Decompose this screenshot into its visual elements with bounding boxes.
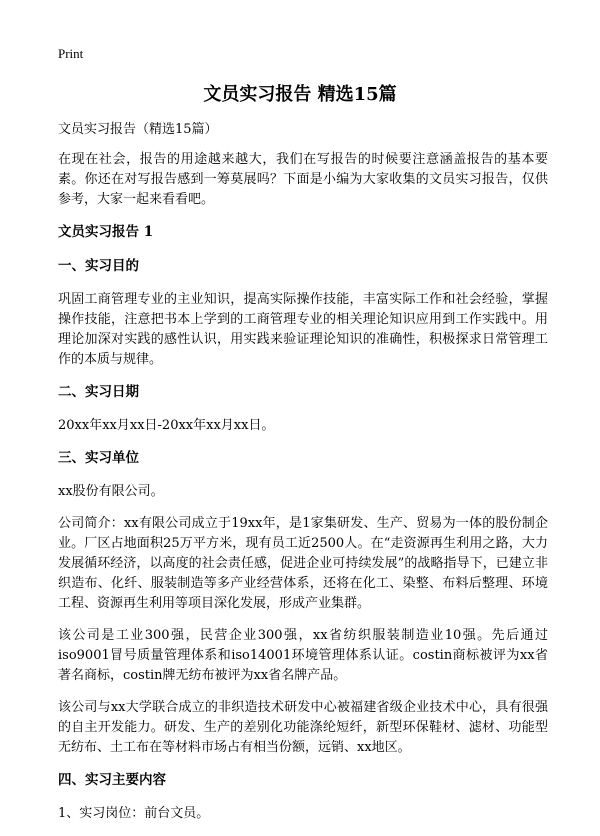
company-name: xx股份有限公司。 bbox=[58, 484, 164, 499]
section-heading-date: 二、实习日期 bbox=[58, 384, 139, 400]
company-ranking-paragraph: 该公司是工业300强，民营企业300强，xx省纺织服装制造业10强。先后通过iso9001冒号质量管理体系和iso14001环境管理体系认证。costin商标被评为xx省著名商标，costin牌无纺布被评为xx省名牌产品。 bbox=[58, 628, 548, 683]
intro-paragraph: 在现在社会，报告的用途越来越大，我们在写报告的时候要注意涵盖报告的基本要素。你还在对写报告感到一筹莫展吗？下面是小编为大家收集的文员实习报告，仅供参考，大家一起来看看吧。 bbox=[58, 152, 548, 207]
section-heading-content: 四、实习主要内容 bbox=[58, 772, 166, 788]
document-title: 文员实习报告 精选15篇 bbox=[203, 84, 397, 105]
date-paragraph: 20xx年xx月xx日-20xx年xx月xx日。 bbox=[58, 418, 275, 433]
company-rnd-paragraph: 该公司与xx大学联合成立的非织造技术研发中心被福建省级企业技术中心，具有很强的自主开发能力。研发、生产的差别化功能涤纶短纤，新型环保鞋材、滤材、功能型无纺布、土工布在等材料市场占有相当份额，远销、xx地区。 bbox=[58, 700, 548, 755]
purpose-paragraph: 巩固工商管理专业的主业知识，提高实际操作技能，丰富实际工作和社会经验，掌握操作技能，注意把书本上学到的工商管理专业的相关理论知识应用到工作实践中。用理论加深对实践的感性认识，用实践来验证理论知识的准确性，积极探求日常管理工作的本质与规律。 bbox=[58, 292, 548, 367]
content-item-1: 1、实习岗位：前台文员。 bbox=[58, 806, 210, 821]
document-body bbox=[58, 120, 548, 836]
section-heading-purpose: 一、实习目的 bbox=[58, 258, 139, 274]
report-heading: 文员实习报告 1 bbox=[58, 224, 154, 240]
company-intro-paragraph: 公司简介：xx有限公司成立于19xx年，是1家集研发、生产、贸易为一体的股份制企业。厂区占地面积25万平方米，现有员工近2500人。在“走资源再生利用之路，大力发展循环经济，以高度的社会责任感，促进企业可持续发展”的战略指导下，已建立非织造布、化纤、服装制造等多产业经营体系，还将在化工、染整、布料后整理、环境工程、资源再生利用等项目深化发展，形成产业集群。 bbox=[58, 516, 548, 611]
print-label[interactable]: Print bbox=[58, 46, 84, 61]
section-heading-unit: 三、实习单位 bbox=[58, 450, 139, 466]
document-subtitle: 文员实习报告（精选15篇） bbox=[58, 122, 218, 137]
